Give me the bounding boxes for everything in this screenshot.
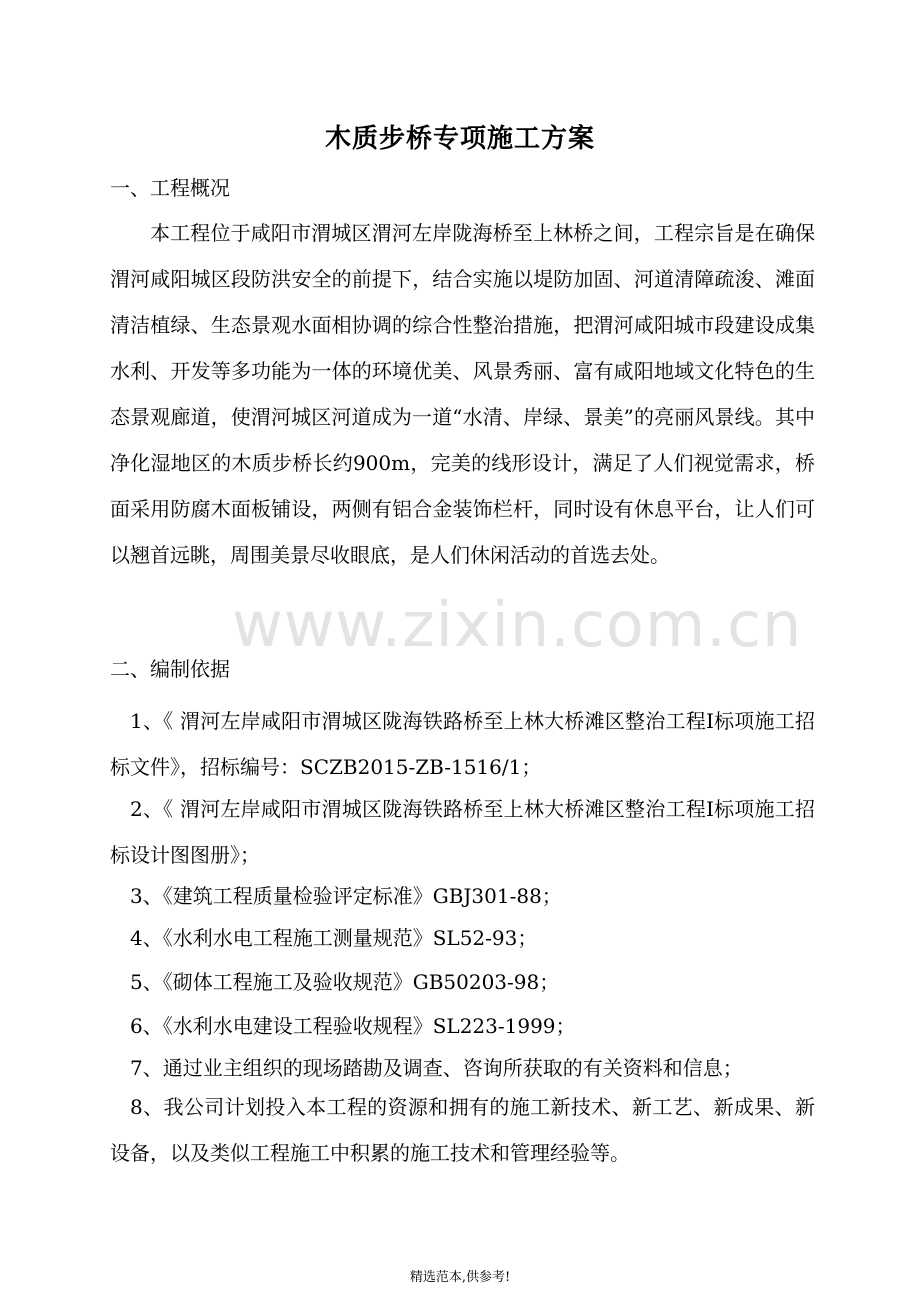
basis-item-6: 6、《水利水电建设工程验收规程》SL223-1999； xyxy=(130,1014,576,1038)
section-2-heading: 二、编制依据 xyxy=(110,657,230,681)
basis-item-4: 4、《水利水电工程施工测量规范》SL52-93； xyxy=(130,926,538,950)
basis-item-8: 8、我公司计划投入本工程的资源和拥有的施工新技术、新工艺、新成果、新设备，以及类似工程施工中积累的施工技术和管理经验等。 xyxy=(110,1095,815,1165)
section-1-heading: 一、工程概况 xyxy=(110,176,230,200)
document-title: 木质步桥专项施工方案 xyxy=(324,124,595,154)
basis-item-5: 5、《砌体工程施工及验收规范》GB50203-98； xyxy=(130,970,560,994)
section-1-paragraph: 本工程位于咸阳市渭城区渭河左岸陇海桥至上林桥之间，工程宗旨是在确保渭河咸阳城区段防洪安全的前提下，结合实施以堤防加固、河道清障疏浚、滩面清洁植绿、生态景观水面相协调的综合性整治措施，把渭河咸阳城市段建设成集水利、开发等多功能为一体的环境优美、风景秀丽、富有咸阳地域文化特色的生态景观廊道，使渭河城区河道成为一道“水清、岸绿、景美”的亮丽风景线。其中净化湿地区的木质步桥长约900m，完美的线形设计，满足了人们视觉需求，桥面采用防腐木面板铺设，两侧有铝合金装饰栏杆，同时设有休息平台，让人们可以翘首远眺，周围美景尽收眼底，是人们休闲活动的首选去处。 xyxy=(110,221,815,567)
basis-item-7: 7、通过业主组织的现场踏勘及调查、咨询所获取的有关资料和信息； xyxy=(130,1056,743,1080)
basis-item-1: 1、《 渭河左岸咸阳市渭城区陇海铁路桥至上林大桥滩区整治工程Ⅰ标项施工招标文件》，招标编号：SCZB2015-ZB-1516/1； xyxy=(110,709,815,779)
page-footer: 精选范本,供参考! xyxy=(409,1270,511,1285)
basis-item-2: 2、《 渭河左岸咸阳市渭城区陇海铁路桥至上林大桥滩区整治工程Ⅰ标项施工招标设计图图册》； xyxy=(110,797,815,867)
watermark: www.zixin.com.cn xyxy=(232,588,803,661)
basis-item-3: 3、《建筑工程质量检验评定标准》GBJ301-88； xyxy=(130,884,562,908)
